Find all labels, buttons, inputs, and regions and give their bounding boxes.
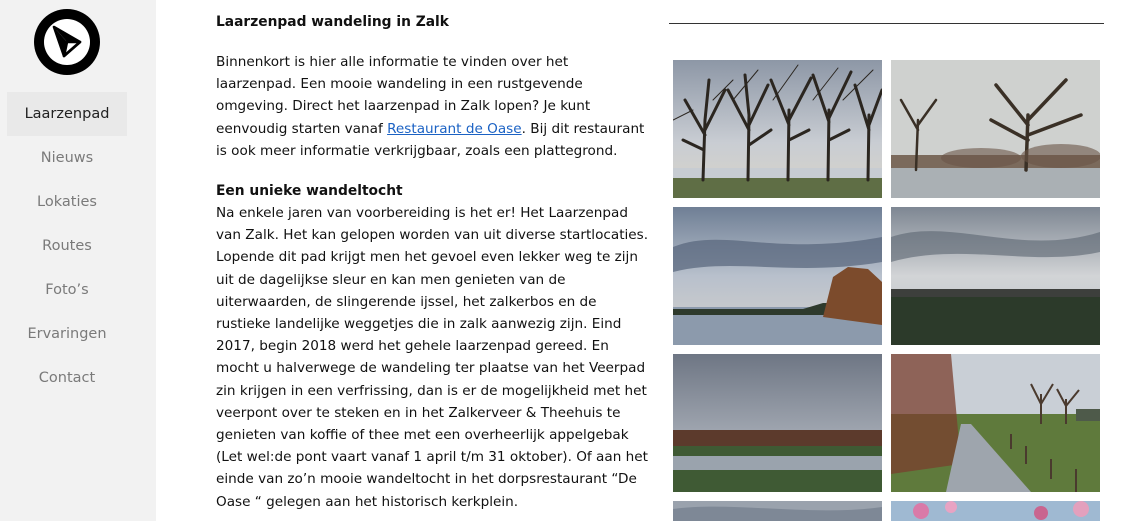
nav-item-ervaringen[interactable]: Ervaringen	[27, 326, 107, 342]
gallery-photo-2[interactable]	[891, 60, 1100, 198]
intro-text-end: . Bij dit restaurant is ook meer informatie verkrijgbaar, zoals een plattegrond.	[216, 120, 645, 159]
compass-logo-icon[interactable]	[34, 9, 100, 75]
nav-item-laarzenpad[interactable]: Laarzenpad	[7, 92, 127, 136]
gallery-photo-3[interactable]	[673, 207, 882, 345]
gallery-photo-7[interactable]	[673, 501, 882, 521]
section-body: Na enkele jaren van voorbereiding is het er! Het Laarzenpad van Zalk. Het kan gelopen worden van uit diverse startlocaties. Lopende dit pad krijgt men het gevoel even lekker weg te zijn uit de dagelijkse sleur en kan men genieten van de uiterwaarden, de slingerende ijssel, het zalkerbos en de rustieke landelijke weggetjes die in zalk aanwezig zijn. Eind 2017, begin 2018 werd het gehele laarzenpad gereed. En mocht u halverwege de wandeling ter plaatse van het Veerpad zin krijgen in een verfrissing, dan is er de mogelijkheid met het veerpont over te steken en in het Zalkerveer & Theehuis te genieten van koffie of thee met een overheerlijk appelgebak (Let wel:de pont vaart vanaf 1 april t/m 31 oktober). Of aan het einde van zo’n mooie wandeltocht in het dorpsrestaurant “De Oase “ gelegen aan het historisch kerkplein.	[216, 205, 649, 510]
gallery-photo-5[interactable]	[673, 354, 882, 492]
page-title: Laarzenpad wandeling in Zalk	[216, 14, 449, 30]
intro-text: Binnenkort is hier alle informatie te vinden over het laarzenpad. Een mooie wandeling in een rustgevende omgeving. Direct het laarzenpad in Zalk lopen? Je kunt eenvoudig starten vanaf	[216, 54, 591, 137]
restaurant-link[interactable]: Restaurant de Oase	[387, 120, 522, 137]
gallery-photo-1[interactable]	[673, 60, 882, 198]
intro-paragraph	[216, 51, 652, 162]
nav-item-nieuws[interactable]: Nieuws	[40, 150, 94, 166]
divider	[669, 23, 1104, 24]
gallery-photo-4[interactable]	[891, 207, 1100, 345]
main-nav	[7, 92, 127, 400]
section-title: Een unieke wandeltocht	[216, 183, 403, 200]
nav-item-lokaties[interactable]: Lokaties	[37, 194, 97, 210]
sidebar	[0, 0, 156, 521]
gallery-photo-6[interactable]	[891, 354, 1100, 492]
article	[216, 11, 652, 513]
nav-item-routes[interactable]: Routes	[42, 238, 92, 254]
nav-item-fotos[interactable]: Foto’s	[45, 282, 89, 298]
nav-item-contact[interactable]: Contact	[38, 370, 96, 386]
gallery-photo-8[interactable]	[891, 501, 1100, 521]
